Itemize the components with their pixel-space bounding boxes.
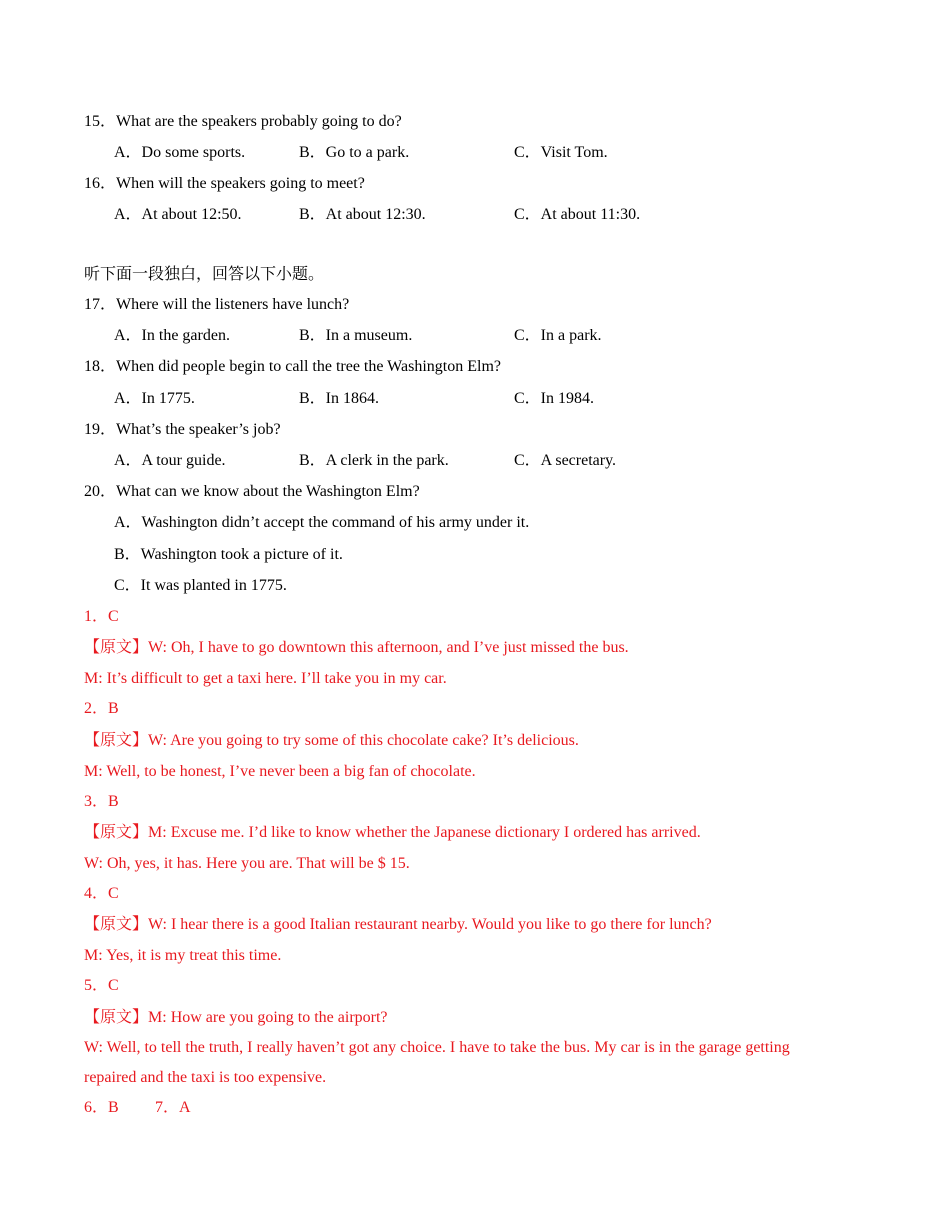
question-number: 18．: [84, 358, 117, 375]
answer-label: 4．C: [84, 885, 119, 902]
question-18: [84, 357, 501, 377]
option-a: A．Washington didn’t accept the command of his army under it.: [114, 514, 530, 531]
option-c: C．A secretary.: [514, 452, 617, 469]
question-text: Where will the listeners have lunch?: [116, 296, 350, 313]
option-b: B．A clerk in the park.: [299, 452, 449, 469]
option-a: A．In 1775.: [114, 390, 195, 407]
question-number: 17．: [84, 296, 117, 313]
option-a: A．In the garden.: [114, 327, 230, 344]
transcript-text: M: How are you going to the airport?: [148, 1009, 388, 1026]
option-b: B．Washington took a picture of it.: [114, 546, 343, 563]
question-number: 20．: [84, 483, 117, 500]
transcript-text: M: Yes, it is my treat this time.: [84, 947, 282, 964]
question-text: What can we know about the Washington Elm?: [116, 483, 420, 500]
question-text: When did people begin to call the tree the Washington Elm?: [116, 358, 501, 375]
answer-label: 6．B: [84, 1099, 119, 1116]
transcript-line: [84, 915, 712, 935]
option-a: A．A tour guide.: [114, 452, 226, 469]
option-c: C．In 1984.: [514, 390, 595, 407]
question-text: What are the speakers probably going to do?: [116, 113, 402, 130]
transcript-text: W: Well, to tell the truth, I really haven’t got any choice. I have to take the bus. My car is in the garage getting: [84, 1039, 790, 1056]
transcript-text: M: Well, to be honest, I’ve never been a big fan of chocolate.: [84, 763, 476, 780]
option-a: A．At about 12:50.: [114, 206, 242, 223]
option-c: C．Visit Tom.: [514, 144, 608, 161]
transcript-tag: 【原文】: [84, 1009, 149, 1026]
transcript-tag: 【原文】: [84, 824, 149, 841]
answer-label: 5．C: [84, 977, 119, 994]
question-text: When will the speakers going to meet?: [116, 175, 365, 192]
transcript-text: W: Oh, I have to go downtown this afternoon, and I’ve just missed the bus.: [148, 639, 629, 656]
transcript-text: W: Are you going to try some of this chocolate cake? It’s delicious.: [148, 732, 579, 749]
question-number: 15．: [84, 113, 117, 130]
option-b: B．In a museum.: [299, 327, 413, 344]
transcript-tag: 【原文】: [84, 639, 149, 656]
answer-label: 2．B: [84, 700, 119, 717]
question-16: [84, 174, 365, 194]
transcript-line: [84, 1008, 388, 1028]
question-19: [84, 420, 281, 440]
option-c: C．In a park.: [514, 327, 602, 344]
option-b: B．At about 12:30.: [299, 206, 426, 223]
section-instruction: 听下面一段独白，回答以下小题。: [84, 266, 325, 283]
transcript-text: repaired and the taxi is too expensive.: [84, 1069, 327, 1086]
question-15: [84, 112, 402, 132]
option-b: B．In 1864.: [299, 390, 380, 407]
transcript-text: W: Oh, yes, it has. Here you are. That will be $ 15.: [84, 855, 410, 872]
question-20: [84, 482, 420, 502]
transcript-line: [84, 638, 629, 658]
question-text: What’s the speaker’s job?: [116, 421, 281, 438]
option-c: C．At about 11:30.: [514, 206, 641, 223]
option-b: B．Go to a park.: [299, 144, 410, 161]
transcript-text: M: It’s difficult to get a taxi here. I’ll take you in my car.: [84, 670, 447, 687]
option-c: C．It was planted in 1775.: [114, 577, 287, 594]
transcript-tag: 【原文】: [84, 732, 149, 749]
transcript-line: [84, 823, 701, 843]
transcript-tag: 【原文】: [84, 916, 149, 933]
transcript-line: [84, 731, 579, 751]
question-17: [84, 295, 349, 315]
transcript-text: M: Excuse me. I’d like to know whether the Japanese dictionary I ordered has arrived.: [148, 824, 701, 841]
transcript-text: W: I hear there is a good Italian restaurant nearby. Would you like to go there for lunch?: [148, 916, 712, 933]
question-number: 19．: [84, 421, 117, 438]
answer-label: 1．C: [84, 608, 119, 625]
answer-label: 3．B: [84, 793, 119, 810]
answer-label: 7．A: [155, 1099, 191, 1116]
question-number: 16．: [84, 175, 117, 192]
option-a: A．Do some sports.: [114, 144, 246, 161]
